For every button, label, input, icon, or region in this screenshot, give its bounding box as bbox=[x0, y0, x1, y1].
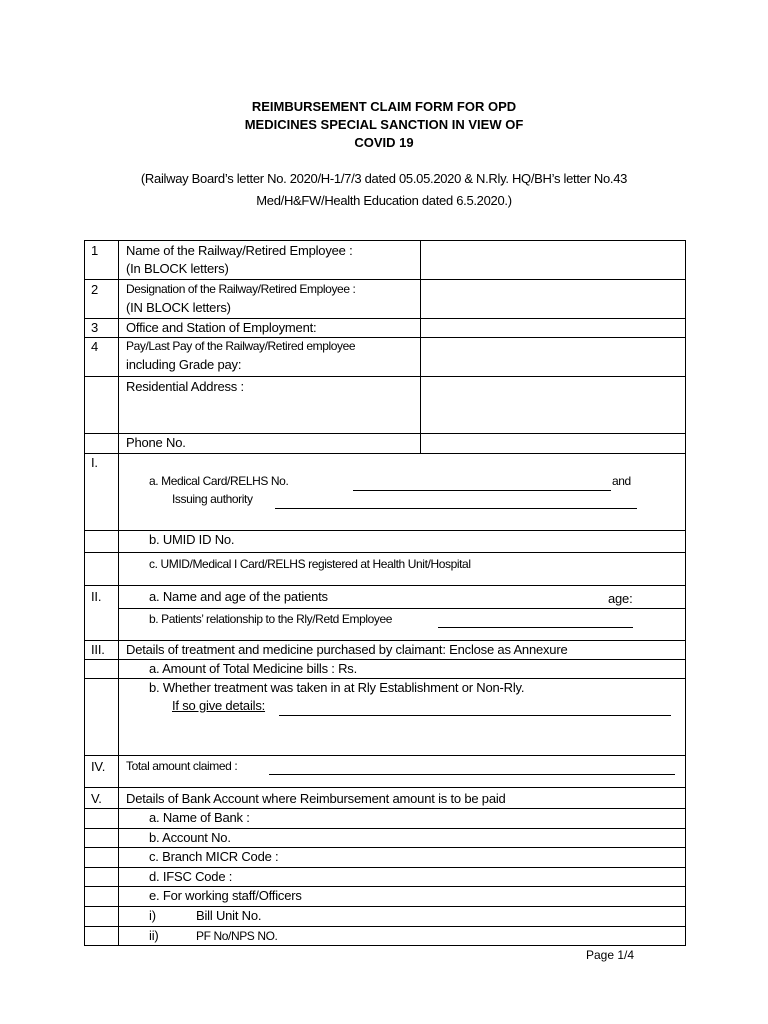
value-column-divider bbox=[420, 241, 421, 453]
page-number: Page 1/4 bbox=[586, 948, 635, 962]
ifsc-code-label: d. IFSC Code : bbox=[149, 869, 233, 884]
row-divider bbox=[85, 453, 685, 454]
total-claimed-field[interactable] bbox=[269, 774, 675, 775]
employee-name-note: (In BLOCK letters) bbox=[126, 261, 229, 276]
micr-code-label: c. Branch MICR Code : bbox=[149, 849, 279, 864]
number-column-divider bbox=[118, 241, 119, 946]
medical-card-field[interactable] bbox=[353, 490, 611, 491]
row-divider bbox=[85, 787, 685, 788]
row-divider bbox=[85, 552, 685, 553]
section-number: II. bbox=[91, 589, 102, 604]
registered-unit-label: c. UMID/Medical I Card/RELHS registered at Health Unit/Hospital bbox=[149, 557, 471, 571]
residential-address-label: Residential Address : bbox=[126, 379, 244, 394]
row-divider bbox=[85, 906, 685, 907]
row-number: 4 bbox=[91, 339, 99, 354]
form-title-line-2: MEDICINES SPECIAL SANCTION IN VIEW OF bbox=[244, 117, 524, 132]
row-divider bbox=[85, 585, 685, 586]
account-number-label: b. Account No. bbox=[149, 830, 231, 845]
patient-name-age-label: a. Name and age of the patients bbox=[149, 589, 328, 604]
section-number: V. bbox=[91, 791, 102, 806]
section-number: I. bbox=[91, 455, 98, 470]
form-title-line-1: REIMBURSEMENT CLAIM FORM FOR OPD bbox=[251, 99, 517, 114]
form-title-line-3: COVID 19 bbox=[354, 135, 414, 150]
row-divider bbox=[118, 608, 685, 609]
row-divider bbox=[85, 279, 685, 280]
working-staff-label: e. For working staff/Officers bbox=[149, 888, 302, 903]
pay-label: Pay/Last Pay of the Railway/Retired employee bbox=[126, 339, 356, 353]
claim-form-table bbox=[84, 240, 686, 946]
patient-relationship-label: b. Patients’ relationship to the Rly/Retd Employee bbox=[149, 612, 393, 626]
total-claimed-label: Total amount claimed : bbox=[126, 759, 238, 773]
medical-card-and: and bbox=[612, 474, 631, 488]
reference-line-1: (Railway Board’s letter No. 2020/H-1/7/3 dated 05.05.2020 & N.Rly. HQ/BH’s letter No.43 bbox=[140, 171, 628, 186]
patient-relationship-field[interactable] bbox=[438, 627, 633, 628]
row-number: 1 bbox=[91, 243, 99, 258]
medical-card-label: a. Medical Card/RELHS No. bbox=[149, 474, 289, 488]
designation-note: (IN BLOCK letters) bbox=[126, 300, 231, 315]
medicine-bills-label: a. Amount of Total Medicine bills : Rs. bbox=[149, 661, 358, 676]
section-number: IV. bbox=[91, 759, 106, 774]
treatment-place-label: b. Whether treatment was taken in at Rly Establishment or Non-Rly. bbox=[149, 680, 525, 695]
employee-name-label: Name of the Railway/Retired Employee : bbox=[126, 243, 353, 258]
treatment-details-label: If so give details: bbox=[172, 698, 266, 713]
sub-item-number: ii) bbox=[149, 928, 159, 943]
bank-details-heading: Details of Bank Account where Reimbursement amount is to be paid bbox=[126, 791, 506, 806]
designation-label: Designation of the Railway/Retired Employee : bbox=[126, 282, 356, 296]
treatment-details-heading: Details of treatment and medicine purchased by claimant: Enclose as Annexure bbox=[126, 642, 568, 657]
phone-label: Phone No. bbox=[126, 435, 186, 450]
office-station-label: Office and Station of Employment: bbox=[126, 320, 317, 335]
reference-line-2: Med/H&FW/Health Education dated 6.5.2020.) bbox=[256, 193, 512, 208]
bill-unit-label: Bill Unit No. bbox=[196, 908, 262, 923]
treatment-details-field[interactable] bbox=[279, 715, 671, 716]
pf-nps-label: PF No/NPS NO. bbox=[196, 929, 278, 943]
issuing-authority-label: Issuing authority bbox=[172, 492, 253, 506]
bank-name-label: a. Name of Bank : bbox=[149, 810, 250, 825]
umid-label: b. UMID ID No. bbox=[149, 532, 235, 547]
row-number: 2 bbox=[91, 282, 99, 297]
row-divider bbox=[85, 926, 685, 927]
row-number: 3 bbox=[91, 320, 99, 335]
sub-item-number: i) bbox=[149, 908, 156, 923]
pay-note: including Grade pay: bbox=[126, 357, 242, 372]
issuing-authority-field[interactable] bbox=[275, 508, 637, 509]
patient-age-label: age: bbox=[608, 591, 633, 606]
section-number: III. bbox=[91, 642, 105, 657]
row-divider bbox=[85, 376, 685, 377]
row-divider bbox=[85, 755, 685, 756]
